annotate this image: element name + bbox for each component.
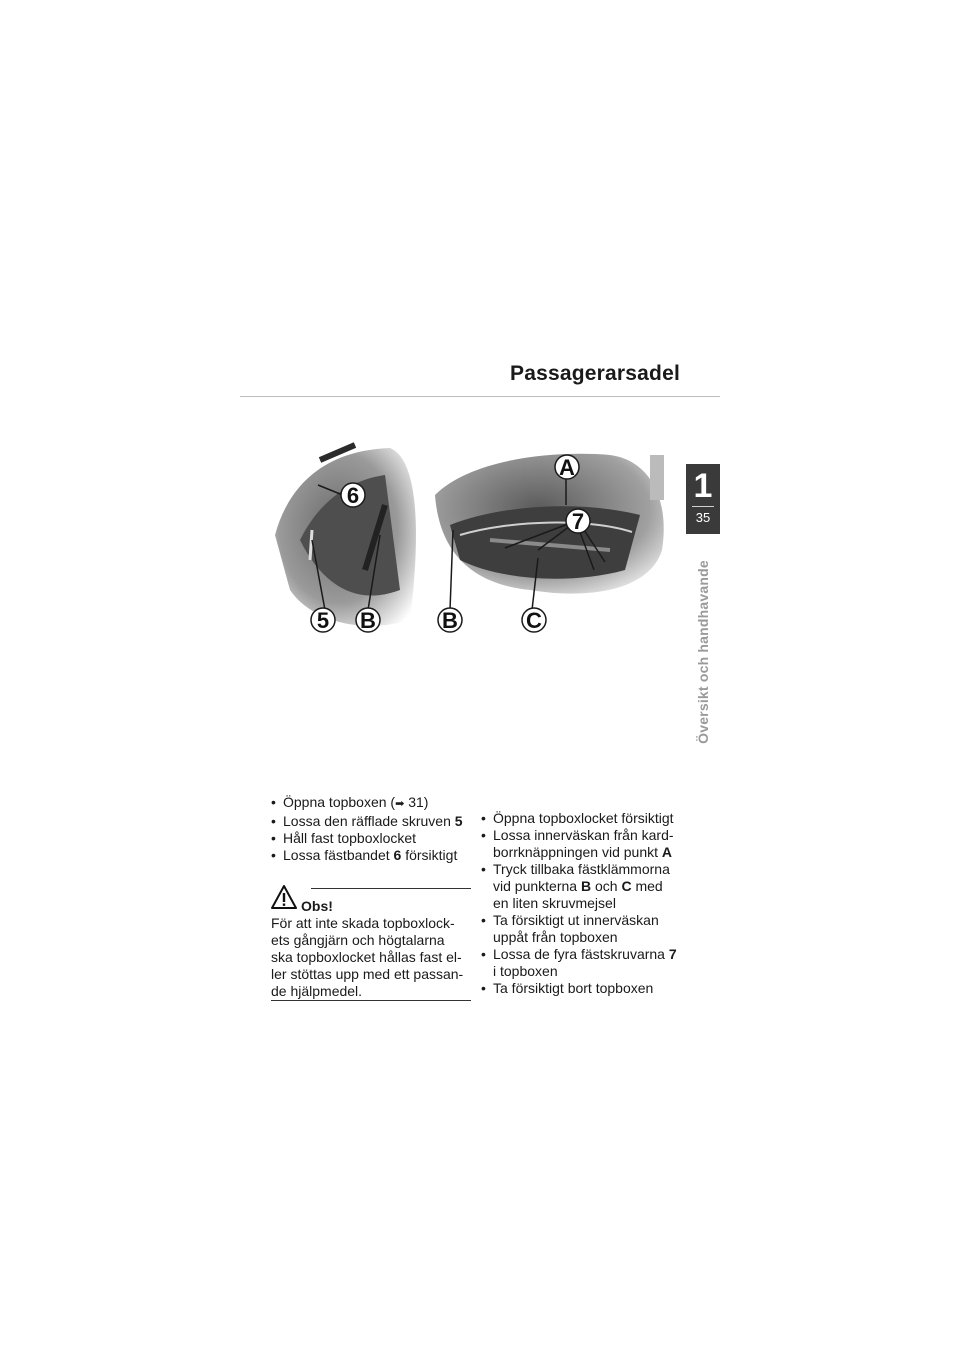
- callout-6: [341, 483, 365, 508]
- callout-a-label: A: [559, 455, 575, 480]
- title-divider: [240, 396, 720, 397]
- chapter-number: 1: [693, 467, 713, 505]
- callout-5: [311, 608, 335, 633]
- right-instruction-list: [481, 810, 691, 997]
- list-item: • Lossa fästbandet 6 försiktigt: [271, 847, 471, 864]
- callout-7-label: 7: [571, 509, 585, 534]
- page-number: 35: [695, 510, 711, 525]
- note-body: För att inte skada topboxlock- ets gångjärn och högtalarna ska topboxlocket hållas fast el- ler stöttas upp med ett passan- de hjälpmedel.: [271, 915, 464, 999]
- list-item: • Ta försiktigt bort topboxen: [481, 980, 691, 997]
- list-item: • Lossa de fyra fästskruvarna 7 i topboxen: [481, 946, 691, 980]
- section-side-title: Översikt och handhavande: [695, 560, 711, 744]
- chapter-tab: [686, 464, 720, 534]
- warning-icon: [271, 885, 297, 909]
- callout-c: [522, 608, 546, 633]
- note-bottom-rule: [271, 1000, 471, 1001]
- list-item: • Öppna topboxen (➡ 31): [271, 794, 471, 813]
- callout-a: [555, 455, 579, 480]
- list-item: • Ta försiktigt ut innerväskan uppåt från topboxen: [481, 912, 691, 946]
- callout-b-left-label: B: [360, 608, 376, 633]
- arrow-right-icon: ➡: [395, 798, 405, 810]
- list-item: • Lossa den räfflade skruven 5: [271, 813, 471, 830]
- callout-7: [566, 509, 590, 534]
- callout-6-label: 6: [346, 483, 360, 508]
- chapter-divider: [692, 506, 714, 507]
- left-photo: [275, 445, 416, 626]
- callout-b-right-label: B: [442, 608, 458, 633]
- list-item: • Lossa innerväskan från kard- borrknäppningen vid punkt A: [481, 827, 691, 861]
- list-item: • Tryck tillbaka fästklämmorna vid punkterna B och C med en liten skruvmejsel: [481, 861, 691, 912]
- topbox-figure: [270, 440, 680, 650]
- callout-5-label: 5: [316, 608, 330, 633]
- note-top-rule: [311, 888, 471, 889]
- note-heading: Obs!: [301, 898, 333, 914]
- right-photo: [435, 454, 664, 594]
- page-title: Passagerarsadel: [510, 362, 680, 385]
- list-item: • Håll fast topboxlocket: [271, 830, 471, 847]
- callout-b-right: [438, 608, 462, 633]
- callout-b-left: [356, 608, 380, 633]
- callout-c-label: C: [526, 608, 542, 633]
- left-instruction-list: [271, 794, 471, 864]
- list-item: • Öppna topboxlocket försiktigt: [481, 810, 691, 827]
